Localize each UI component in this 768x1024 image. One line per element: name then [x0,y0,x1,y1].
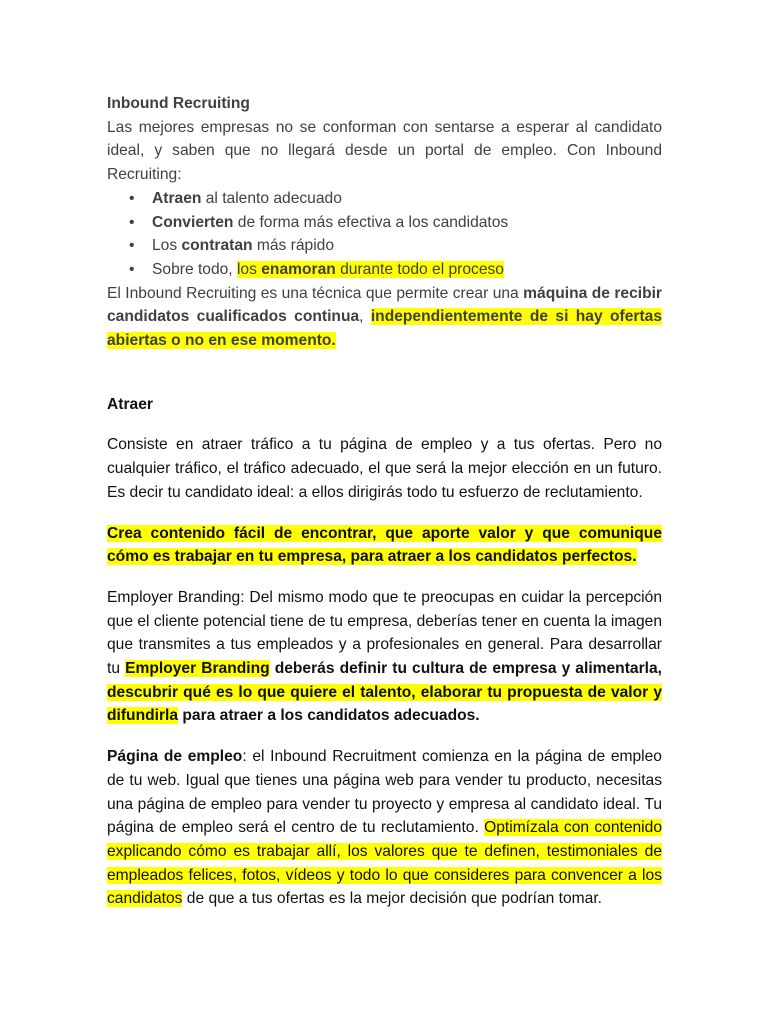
list-item [129,187,662,211]
bullet-bold: enamoran [261,260,336,278]
bold-text: para atraer a los candidatos adecuados. [178,707,480,725]
job-page-paragraph [107,745,662,911]
benefits-list [107,187,662,282]
bullet-bold: Atraen [152,189,202,207]
text-run: : el Inbound Recruitment comienza en la página de empleo de tu web. Igual que tienes una página web para vender tu producto, necesitas una página de empleo para vender tu proyecto y empresa al candidato ideal. Tu página de empleo será el centro de tu reclutamiento. [107,748,662,837]
text-run: El Inbound Recruiting es una técnica que permite crear una [107,284,524,302]
list-item [129,234,662,258]
list-item [129,258,662,282]
atraer-paragraph-1: Consiste en atraer tráfico a tu página de empleo y a tus ofertas. Pero no cualquier tráfico, el tráfico adecuado, el que será la mejor elección en un futuro. Es decir tu candidato ideal: a ellos dirigirás todo tu esfuerzo de reclutamiento. [107,436,662,501]
atraer-title: Atraer [107,395,153,413]
highlighted-text [237,261,504,278]
intro-section [107,92,662,353]
bullet-text: Sobre todo, [152,260,237,278]
intro-paragraph: Las mejores empresas no se conforman con sentarse a esperar al candidato ideal, y saben que no llegará desde un portal de empleo. Con Inbound Recruiting: [107,118,662,184]
highlighted-bold-text: Crea contenido fácil de encontrar, que aporte valor y que comunique cómo es trabajar en tu empresa, para atraer a los candidatos perfectos. [107,524,662,566]
bullet-bold: contratan [181,237,253,255]
paragraph-gap [107,416,662,433]
paragraph-gap [107,569,662,586]
bold-text: deberás definir tu cultura de empresa y alimentarla, [269,660,662,678]
document-content [107,92,662,911]
bullet-text: al talento adecuado [201,189,342,207]
bold-text: máquina de recibir candidatos cualificados continua [107,284,662,326]
highlighted-bold-text: independientemente de si hay ofertas abiertas o no en ese momento. [107,308,662,350]
intro-title: Inbound Recruiting [107,95,250,112]
highlighted-bold-text: descubrir qué es lo que quiere el talento, elaborar tu propuesta de valor y difundirla [107,683,662,725]
text-run: Employer Branding: Del mismo modo que te preocupas en cuidar la percepción que el cliente potencial tiene de tu empresa, deberías tener en cuenta la imagen que transmites a tus empleados y a profesionales en general. Para desarrollar tu [107,588,662,678]
section-spacer [107,353,662,393]
highlighted-bold-text: Employer Branding [125,660,270,678]
list-item [129,211,662,235]
atraer-section [107,393,662,911]
highlighted-text: Optimízala con contenido explicando cómo es trabajar allí, los valores que te definen, testimoniales de empleados felices, fotos, vídeos y todo lo que consideres para convencer a los candidatos [107,819,662,908]
bullet-text: de forma más efectiva a los candidatos [233,213,509,231]
text-run: , [359,308,371,326]
bold-text: Página de empleo [107,748,243,766]
paragraph-gap [107,728,662,745]
highlight-part: los [236,260,262,278]
paragraph-gap [107,505,662,522]
intro-closing-paragraph [107,282,662,353]
bullet-text: más rápido [252,237,335,255]
highlight-part: durante todo el proceso [335,260,504,278]
employer-branding-paragraph [107,586,662,728]
bullet-text: Los [152,237,182,255]
atraer-paragraph-2 [107,522,662,569]
text-run: de que a tus ofertas es la mejor decisión que podrían tomar. [182,890,602,908]
bullet-bold: Convierten [152,213,234,231]
